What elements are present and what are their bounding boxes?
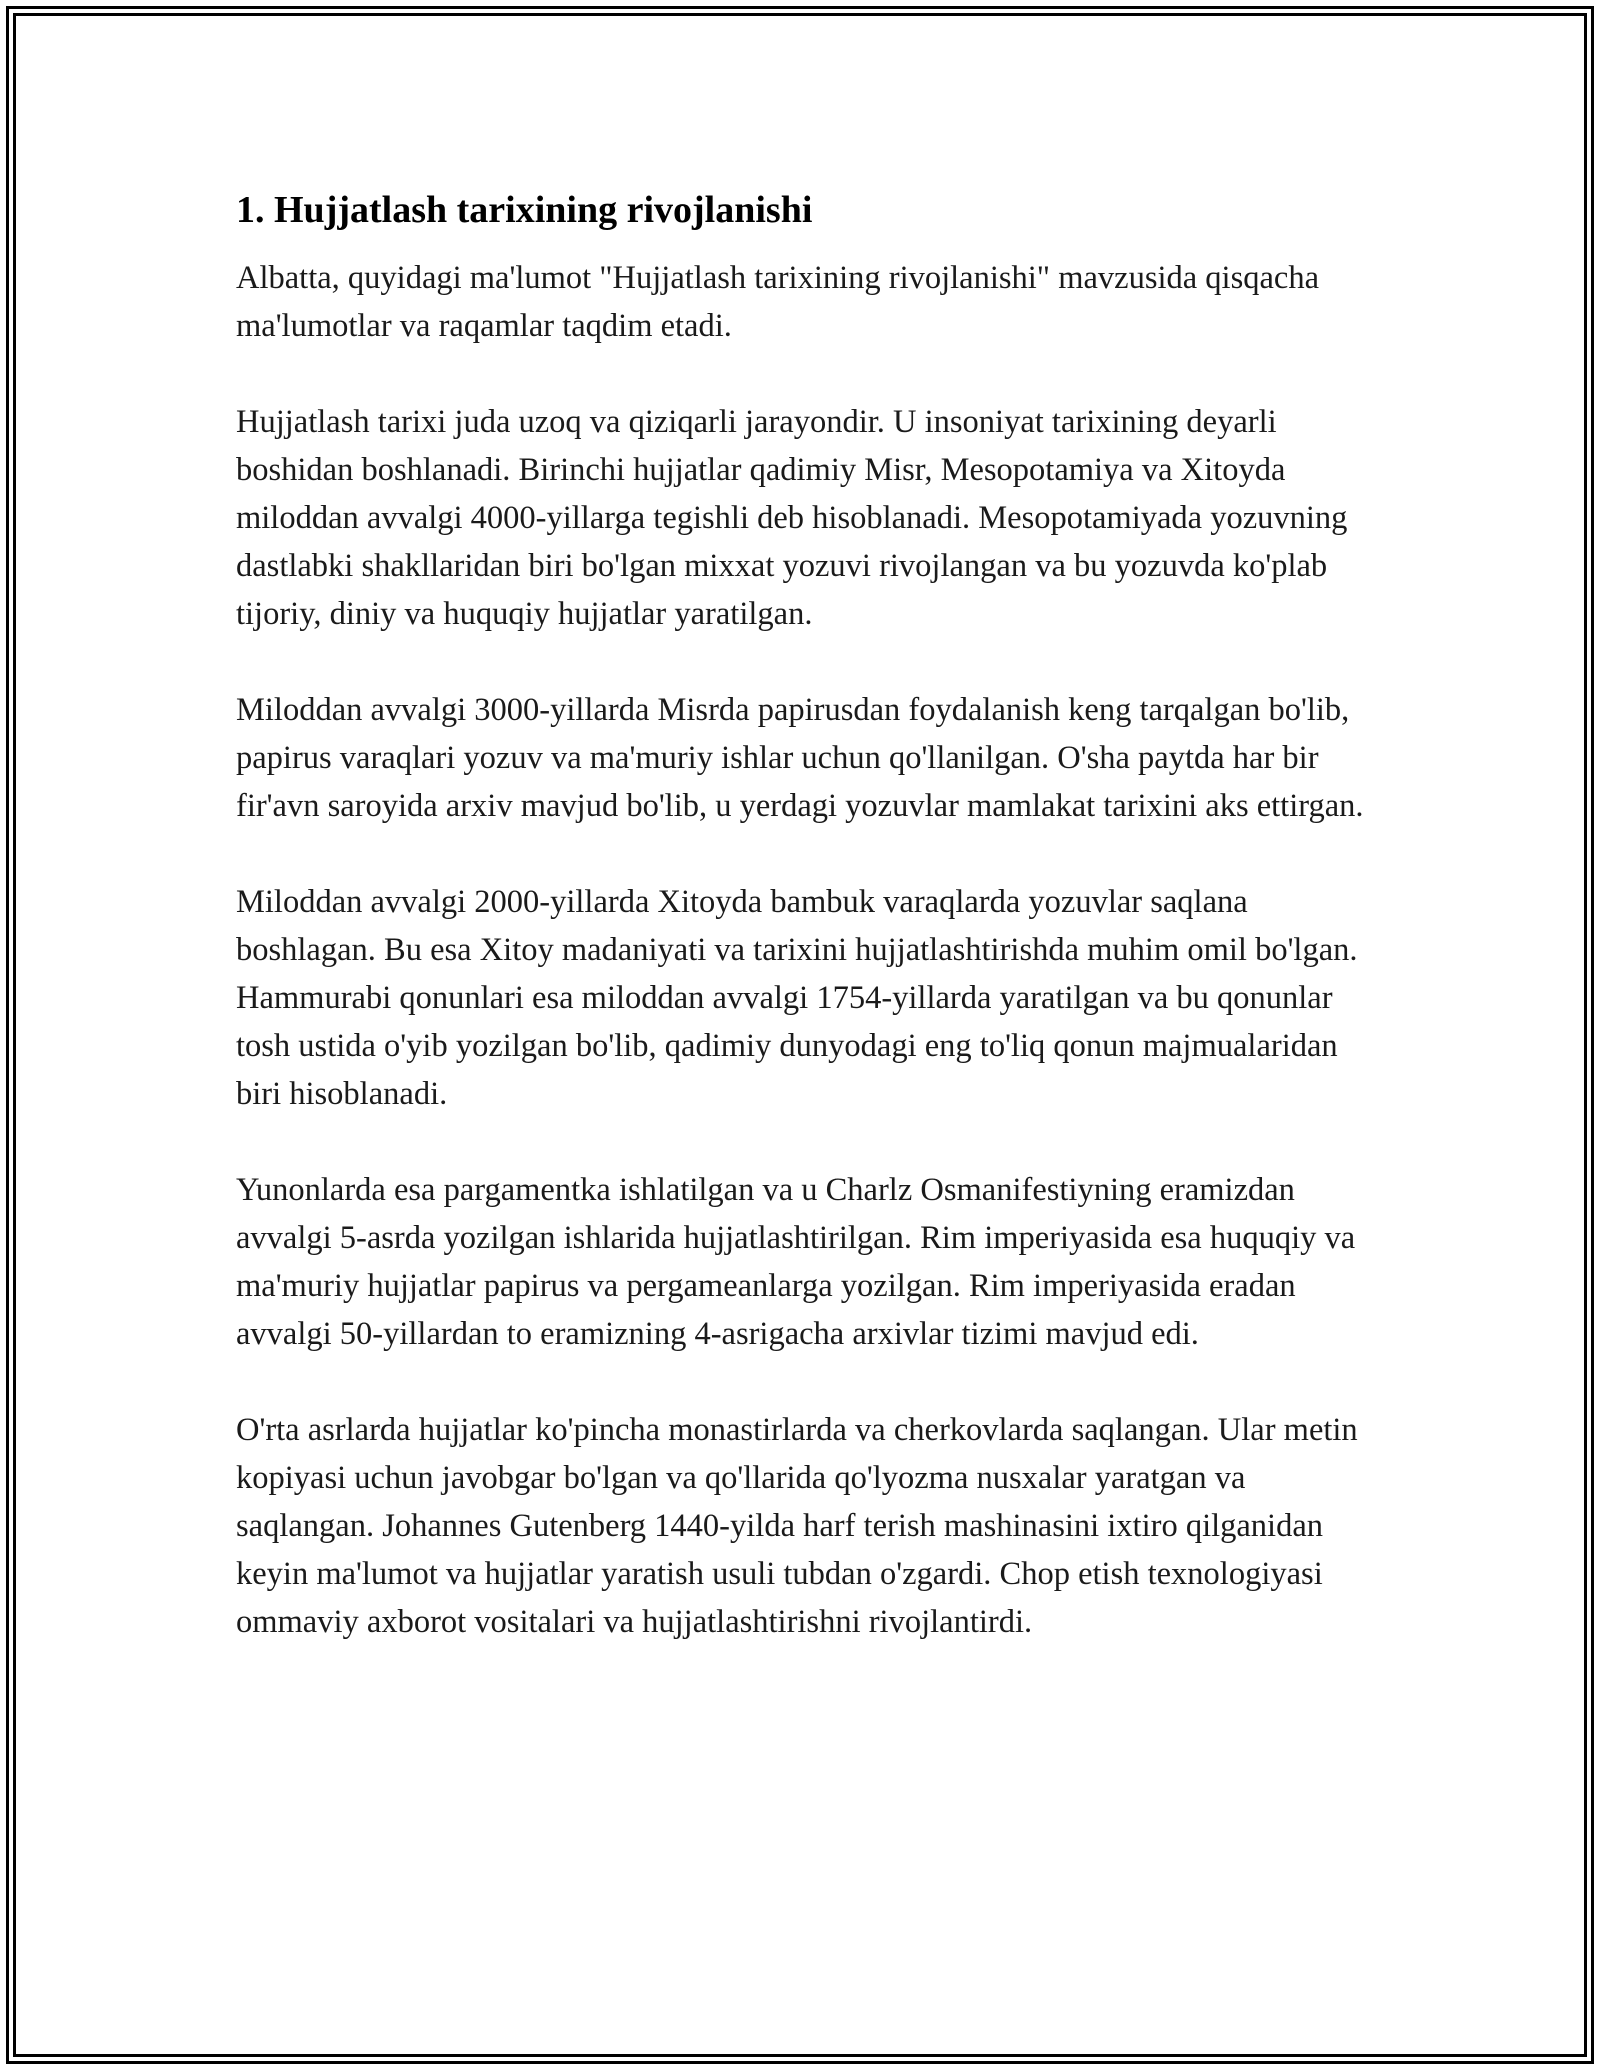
- paragraph-middle-ages: O'rta asrlarda hujjatlar ko'pincha monastirlarda va cherkovlarda saqlangan. Ular metin kopiyasi uchun javobgar bo'lgan va qo'llarida qo'lyozma nusxalar yaratgan va saqlangan. Johannes Gutenberg 1440-yilda harf terish mashinasini ixtiro qilganidan keyin ma'lumot va hujjatlar yaratish usuli tubdan o'zgardi. Chop etish texnologiyasi ommaviy axborot vositalari va hujjatlashtirishni rivojlantirdi.: [236, 1412, 1358, 1640]
- paragraph-greece-rome: Yunonlarda esa pargamentka ishlatilgan va u Charlz Osmanifestiyning eramizdan avvalgi 5-asrda yozilgan ishlarida hujjatlashtirilgan. Rim imperiyasida esa huquqiy va ma'muriy hujjatlar papirus va pergameanlarga yozilgan. Rim imperiyasida eradan avvalgi 50-yillardan to eramizning 4-asrigacha arxivlar tizimi mavjud edi.: [236, 1172, 1356, 1352]
- paragraph-china: Miloddan avvalgi 2000-yillarda Xitoyda bambuk varaqlarda yozuvlar saqlana boshlagan. Bu esa Xitoy madaniyati va tarixini hujjatlashtirishda muhim omil bo'lgan. Hammurabi qonunlari esa miloddan avvalgi 1754-yillarda yaratilgan va bu qonunlar tosh ustida o'yib yozilgan bo'lib, qadimiy dunyodagi eng to'liq qonun majmualaridan biri hisoblanadi.: [236, 884, 1358, 1112]
- paragraph-origins: Hujjatlash tarixi juda uzoq va qiziqarli jarayondir. U insoniyat tarixining deyarli boshidan boshlanadi. Birinchi hujjatlar qadimiy Misr, Mesopotamiya va Xitoyda miloddan avvalgi 4000-yillarga tegishli deb hisoblanadi. Mesopotamiyada yozuvning dastlabki shakllaridan biri bo'lgan mixxat yozuvi rivojlangan va bu yozuvda ko'plab tijoriy, diniy va huquqiy hujjatlar yaratilgan.: [236, 404, 1348, 632]
- paragraph-intro: Albatta, quyidagi ma'lumot "Hujjatlash tarixining rivojlanishi" mavzusida qisqacha ma'lumotlar va raqamlar taqdim etadi.: [236, 260, 1320, 344]
- paragraph-egypt: Miloddan avvalgi 3000-yillarda Misrda papirusdan foydalanish keng tarqalgan bo'lib, papirus varaqlari yozuv va ma'muriy ishlar uchun qo'llanilgan. O'sha paytda har bir fir'avn saroyida arxiv mavjud bo'lib, u yerdagi yozuvlar mamlakat tarixini aks ettirgan.: [236, 692, 1364, 824]
- document-body: [236, 186, 1386, 1694]
- document-title: 1. Hujjatlash tarixining rivojlanishi: [236, 189, 813, 231]
